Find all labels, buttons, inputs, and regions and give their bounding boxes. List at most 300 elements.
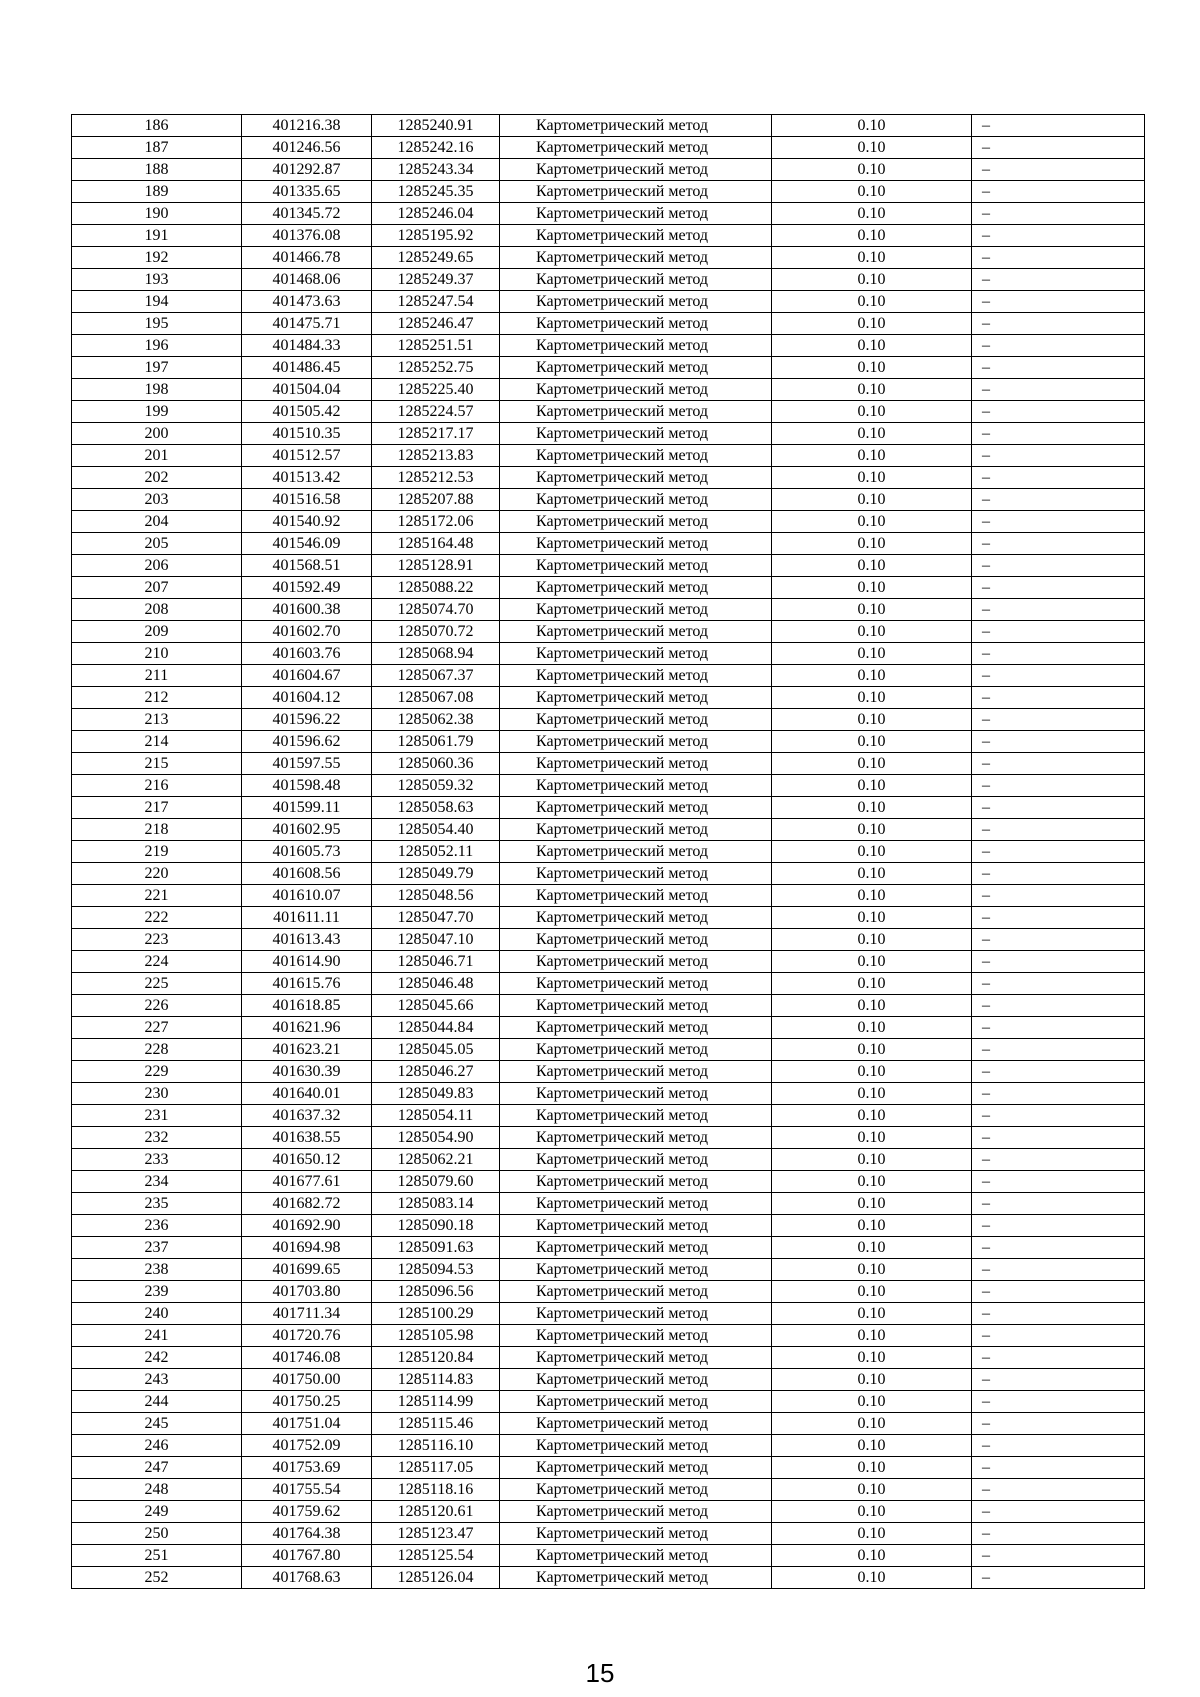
accuracy-cell: 0.10 <box>772 907 972 929</box>
table-row <box>72 467 1145 489</box>
x-coordinate-cell: 401604.67 <box>242 665 372 687</box>
x-coordinate-cell: 401596.22 <box>242 709 372 731</box>
y-coordinate-cell: 1285061.79 <box>372 731 500 753</box>
method-cell: Картометрический метод <box>500 995 772 1017</box>
y-coordinate-cell: 1285058.63 <box>372 797 500 819</box>
point-number-cell: 243 <box>72 1369 242 1391</box>
accuracy-cell: 0.10 <box>772 423 972 445</box>
point-number-cell: 252 <box>72 1567 242 1589</box>
table-row <box>72 643 1145 665</box>
x-coordinate-cell: 401753.69 <box>242 1457 372 1479</box>
accuracy-cell: 0.10 <box>772 577 972 599</box>
y-coordinate-cell: 1285048.56 <box>372 885 500 907</box>
note-cell: – <box>972 1083 1145 1105</box>
point-number-cell: 241 <box>72 1325 242 1347</box>
note-cell: – <box>972 1237 1145 1259</box>
note-cell: – <box>972 1193 1145 1215</box>
accuracy-cell: 0.10 <box>772 335 972 357</box>
note-cell: – <box>972 709 1145 731</box>
y-coordinate-cell: 1285240.91 <box>372 115 500 137</box>
accuracy-cell: 0.10 <box>772 1413 972 1435</box>
method-cell: Картометрический метод <box>500 423 772 445</box>
y-coordinate-cell: 1285212.53 <box>372 467 500 489</box>
y-coordinate-cell: 1285116.10 <box>372 1435 500 1457</box>
note-cell: – <box>972 687 1145 709</box>
method-cell: Картометрический метод <box>500 1413 772 1435</box>
x-coordinate-cell: 401246.56 <box>242 137 372 159</box>
accuracy-cell: 0.10 <box>772 1083 972 1105</box>
x-coordinate-cell: 401618.85 <box>242 995 372 1017</box>
y-coordinate-cell: 1285123.47 <box>372 1523 500 1545</box>
note-cell: – <box>972 907 1145 929</box>
x-coordinate-cell: 401650.12 <box>242 1149 372 1171</box>
accuracy-cell: 0.10 <box>772 885 972 907</box>
x-coordinate-cell: 401516.58 <box>242 489 372 511</box>
y-coordinate-cell: 1285067.37 <box>372 665 500 687</box>
x-coordinate-cell: 401484.33 <box>242 335 372 357</box>
table-row <box>72 1215 1145 1237</box>
y-coordinate-cell: 1285252.75 <box>372 357 500 379</box>
table-row <box>72 753 1145 775</box>
y-coordinate-cell: 1285125.54 <box>372 1545 500 1567</box>
note-cell: – <box>972 445 1145 467</box>
method-cell: Картометрический метод <box>500 115 772 137</box>
note-cell: – <box>972 555 1145 577</box>
note-cell: – <box>972 1391 1145 1413</box>
accuracy-cell: 0.10 <box>772 1523 972 1545</box>
accuracy-cell: 0.10 <box>772 841 972 863</box>
accuracy-cell: 0.10 <box>772 137 972 159</box>
accuracy-cell: 0.10 <box>772 863 972 885</box>
note-cell: – <box>972 797 1145 819</box>
method-cell: Картометрический метод <box>500 1523 772 1545</box>
method-cell: Картометрический метод <box>500 577 772 599</box>
table-row <box>72 1347 1145 1369</box>
note-cell: – <box>972 1149 1145 1171</box>
point-number-cell: 234 <box>72 1171 242 1193</box>
accuracy-cell: 0.10 <box>772 731 972 753</box>
x-coordinate-cell: 401759.62 <box>242 1501 372 1523</box>
y-coordinate-cell: 1285070.72 <box>372 621 500 643</box>
x-coordinate-cell: 401292.87 <box>242 159 372 181</box>
accuracy-cell: 0.10 <box>772 1259 972 1281</box>
point-number-cell: 230 <box>72 1083 242 1105</box>
note-cell: – <box>972 775 1145 797</box>
accuracy-cell: 0.10 <box>772 1017 972 1039</box>
table-row <box>72 621 1145 643</box>
method-cell: Картометрический метод <box>500 1501 772 1523</box>
accuracy-cell: 0.10 <box>772 1039 972 1061</box>
method-cell: Картометрический метод <box>500 599 772 621</box>
method-cell: Картометрический метод <box>500 1479 772 1501</box>
table-row <box>72 951 1145 973</box>
x-coordinate-cell: 401546.09 <box>242 533 372 555</box>
accuracy-cell: 0.10 <box>772 445 972 467</box>
note-cell: – <box>972 621 1145 643</box>
note-cell: – <box>972 577 1145 599</box>
method-cell: Картометрический метод <box>500 1061 772 1083</box>
point-number-cell: 247 <box>72 1457 242 1479</box>
table-row <box>72 445 1145 467</box>
method-cell: Картометрический метод <box>500 1127 772 1149</box>
method-cell: Картометрический метод <box>500 225 772 247</box>
method-cell: Картометрический метод <box>500 907 772 929</box>
accuracy-cell: 0.10 <box>772 709 972 731</box>
x-coordinate-cell: 401597.55 <box>242 753 372 775</box>
note-cell: – <box>972 1369 1145 1391</box>
x-coordinate-cell: 401711.34 <box>242 1303 372 1325</box>
note-cell: – <box>972 1457 1145 1479</box>
point-number-cell: 244 <box>72 1391 242 1413</box>
x-coordinate-cell: 401376.08 <box>242 225 372 247</box>
point-number-cell: 218 <box>72 819 242 841</box>
table-row <box>72 269 1145 291</box>
accuracy-cell: 0.10 <box>772 1391 972 1413</box>
table-row <box>72 1193 1145 1215</box>
note-cell: – <box>972 1567 1145 1589</box>
note-cell: – <box>972 1413 1145 1435</box>
method-cell: Картометрический метод <box>500 951 772 973</box>
table-row <box>72 863 1145 885</box>
accuracy-cell: 0.10 <box>772 1193 972 1215</box>
note-cell: – <box>972 1347 1145 1369</box>
y-coordinate-cell: 1285172.06 <box>372 511 500 533</box>
note-cell: – <box>972 1523 1145 1545</box>
point-number-cell: 250 <box>72 1523 242 1545</box>
x-coordinate-cell: 401598.48 <box>242 775 372 797</box>
point-number-cell: 236 <box>72 1215 242 1237</box>
point-number-cell: 207 <box>72 577 242 599</box>
method-cell: Картометрический метод <box>500 1149 772 1171</box>
point-number-cell: 227 <box>72 1017 242 1039</box>
method-cell: Картометрический метод <box>500 137 772 159</box>
x-coordinate-cell: 401752.09 <box>242 1435 372 1457</box>
point-number-cell: 203 <box>72 489 242 511</box>
accuracy-cell: 0.10 <box>772 665 972 687</box>
y-coordinate-cell: 1285164.48 <box>372 533 500 555</box>
point-number-cell: 209 <box>72 621 242 643</box>
accuracy-cell: 0.10 <box>772 1127 972 1149</box>
accuracy-cell: 0.10 <box>772 313 972 335</box>
note-cell: – <box>972 1435 1145 1457</box>
point-number-cell: 231 <box>72 1105 242 1127</box>
y-coordinate-cell: 1285054.40 <box>372 819 500 841</box>
point-number-cell: 238 <box>72 1259 242 1281</box>
method-cell: Картометрический метод <box>500 1435 772 1457</box>
note-cell: – <box>972 819 1145 841</box>
x-coordinate-cell: 401345.72 <box>242 203 372 225</box>
point-number-cell: 225 <box>72 973 242 995</box>
y-coordinate-cell: 1285207.88 <box>372 489 500 511</box>
x-coordinate-cell: 401694.98 <box>242 1237 372 1259</box>
x-coordinate-cell: 401699.65 <box>242 1259 372 1281</box>
note-cell: – <box>972 291 1145 313</box>
method-cell: Картометрический метод <box>500 533 772 555</box>
x-coordinate-cell: 401677.61 <box>242 1171 372 1193</box>
point-number-cell: 216 <box>72 775 242 797</box>
table-row <box>72 709 1145 731</box>
note-cell: – <box>972 753 1145 775</box>
table-row <box>72 1281 1145 1303</box>
note-cell: – <box>972 1303 1145 1325</box>
point-number-cell: 228 <box>72 1039 242 1061</box>
x-coordinate-cell: 401608.56 <box>242 863 372 885</box>
accuracy-cell: 0.10 <box>772 1215 972 1237</box>
x-coordinate-cell: 401630.39 <box>242 1061 372 1083</box>
accuracy-cell: 0.10 <box>772 1501 972 1523</box>
note-cell: – <box>972 1171 1145 1193</box>
table-row <box>72 511 1145 533</box>
y-coordinate-cell: 1285249.37 <box>372 269 500 291</box>
x-coordinate-cell: 401505.42 <box>242 401 372 423</box>
table-row <box>72 159 1145 181</box>
table-row <box>72 115 1145 137</box>
method-cell: Картометрический метод <box>500 1391 772 1413</box>
accuracy-cell: 0.10 <box>772 247 972 269</box>
table-row <box>72 973 1145 995</box>
y-coordinate-cell: 1285054.90 <box>372 1127 500 1149</box>
note-cell: – <box>972 863 1145 885</box>
table-row <box>72 841 1145 863</box>
x-coordinate-cell: 401637.32 <box>242 1105 372 1127</box>
note-cell: – <box>972 731 1145 753</box>
y-coordinate-cell: 1285105.98 <box>372 1325 500 1347</box>
note-cell: – <box>972 1039 1145 1061</box>
note-cell: – <box>972 643 1145 665</box>
y-coordinate-cell: 1285096.56 <box>372 1281 500 1303</box>
method-cell: Картометрический метод <box>500 313 772 335</box>
accuracy-cell: 0.10 <box>772 489 972 511</box>
y-coordinate-cell: 1285195.92 <box>372 225 500 247</box>
point-number-cell: 217 <box>72 797 242 819</box>
note-cell: – <box>972 1259 1145 1281</box>
note-cell: – <box>972 511 1145 533</box>
x-coordinate-cell: 401611.11 <box>242 907 372 929</box>
table-row <box>72 1523 1145 1545</box>
coordinates-table-body <box>72 115 1145 1589</box>
method-cell: Картометрический метод <box>500 1303 772 1325</box>
table-row <box>72 1479 1145 1501</box>
method-cell: Картометрический метод <box>500 1215 772 1237</box>
accuracy-cell: 0.10 <box>772 203 972 225</box>
table-row <box>72 379 1145 401</box>
point-number-cell: 214 <box>72 731 242 753</box>
table-row <box>72 225 1145 247</box>
accuracy-cell: 0.10 <box>772 643 972 665</box>
method-cell: Картометрический метод <box>500 1083 772 1105</box>
table-row <box>72 1501 1145 1523</box>
method-cell: Картометрический метод <box>500 1105 772 1127</box>
point-number-cell: 197 <box>72 357 242 379</box>
point-number-cell: 201 <box>72 445 242 467</box>
point-number-cell: 196 <box>72 335 242 357</box>
x-coordinate-cell: 401605.73 <box>242 841 372 863</box>
note-cell: – <box>972 1105 1145 1127</box>
method-cell: Картометрический метод <box>500 1281 772 1303</box>
point-number-cell: 187 <box>72 137 242 159</box>
accuracy-cell: 0.10 <box>772 753 972 775</box>
y-coordinate-cell: 1285047.70 <box>372 907 500 929</box>
accuracy-cell: 0.10 <box>772 511 972 533</box>
x-coordinate-cell: 401767.80 <box>242 1545 372 1567</box>
x-coordinate-cell: 401692.90 <box>242 1215 372 1237</box>
x-coordinate-cell: 401468.06 <box>242 269 372 291</box>
note-cell: – <box>972 313 1145 335</box>
x-coordinate-cell: 401638.55 <box>242 1127 372 1149</box>
y-coordinate-cell: 1285225.40 <box>372 379 500 401</box>
point-number-cell: 251 <box>72 1545 242 1567</box>
y-coordinate-cell: 1285062.38 <box>372 709 500 731</box>
method-cell: Картометрический метод <box>500 489 772 511</box>
x-coordinate-cell: 401602.70 <box>242 621 372 643</box>
y-coordinate-cell: 1285120.84 <box>372 1347 500 1369</box>
method-cell: Картометрический метод <box>500 665 772 687</box>
y-coordinate-cell: 1285217.17 <box>372 423 500 445</box>
y-coordinate-cell: 1285054.11 <box>372 1105 500 1127</box>
table-row <box>72 489 1145 511</box>
point-number-cell: 242 <box>72 1347 242 1369</box>
point-number-cell: 189 <box>72 181 242 203</box>
point-number-cell: 194 <box>72 291 242 313</box>
table-row <box>72 1457 1145 1479</box>
method-cell: Картометрический метод <box>500 687 772 709</box>
method-cell: Картометрический метод <box>500 445 772 467</box>
method-cell: Картометрический метод <box>500 269 772 291</box>
table-row <box>72 313 1145 335</box>
point-number-cell: 248 <box>72 1479 242 1501</box>
point-number-cell: 229 <box>72 1061 242 1083</box>
method-cell: Картометрический метод <box>500 643 772 665</box>
table-row <box>72 1127 1145 1149</box>
note-cell: – <box>972 533 1145 555</box>
accuracy-cell: 0.10 <box>772 951 972 973</box>
x-coordinate-cell: 401599.11 <box>242 797 372 819</box>
accuracy-cell: 0.10 <box>772 929 972 951</box>
note-cell: – <box>972 379 1145 401</box>
method-cell: Картометрический метод <box>500 379 772 401</box>
method-cell: Картометрический метод <box>500 1347 772 1369</box>
accuracy-cell: 0.10 <box>772 687 972 709</box>
y-coordinate-cell: 1285117.05 <box>372 1457 500 1479</box>
note-cell: – <box>972 665 1145 687</box>
point-number-cell: 195 <box>72 313 242 335</box>
x-coordinate-cell: 401602.95 <box>242 819 372 841</box>
accuracy-cell: 0.10 <box>772 401 972 423</box>
point-number-cell: 202 <box>72 467 242 489</box>
method-cell: Картометрический метод <box>500 973 772 995</box>
point-number-cell: 239 <box>72 1281 242 1303</box>
table-row <box>72 1017 1145 1039</box>
point-number-cell: 240 <box>72 1303 242 1325</box>
y-coordinate-cell: 1285114.99 <box>372 1391 500 1413</box>
x-coordinate-cell: 401750.00 <box>242 1369 372 1391</box>
table-row <box>72 181 1145 203</box>
coordinates-table <box>71 114 1145 1589</box>
y-coordinate-cell: 1285059.32 <box>372 775 500 797</box>
y-coordinate-cell: 1285046.71 <box>372 951 500 973</box>
note-cell: – <box>972 1215 1145 1237</box>
x-coordinate-cell: 401755.54 <box>242 1479 372 1501</box>
y-coordinate-cell: 1285246.47 <box>372 313 500 335</box>
y-coordinate-cell: 1285242.16 <box>372 137 500 159</box>
method-cell: Картометрический метод <box>500 401 772 423</box>
table-row <box>72 1083 1145 1105</box>
table-row <box>72 775 1145 797</box>
table-row <box>72 1105 1145 1127</box>
point-number-cell: 246 <box>72 1435 242 1457</box>
table-row <box>72 1171 1145 1193</box>
y-coordinate-cell: 1285224.57 <box>372 401 500 423</box>
y-coordinate-cell: 1285091.63 <box>372 1237 500 1259</box>
point-number-cell: 198 <box>72 379 242 401</box>
x-coordinate-cell: 401466.78 <box>242 247 372 269</box>
method-cell: Картометрический метод <box>500 159 772 181</box>
method-cell: Картометрический метод <box>500 753 772 775</box>
method-cell: Картометрический метод <box>500 555 772 577</box>
y-coordinate-cell: 1285249.65 <box>372 247 500 269</box>
point-number-cell: 233 <box>72 1149 242 1171</box>
note-cell: – <box>972 1281 1145 1303</box>
method-cell: Картометрический метод <box>500 1193 772 1215</box>
method-cell: Картометрический метод <box>500 775 772 797</box>
note-cell: – <box>972 1017 1145 1039</box>
y-coordinate-cell: 1285046.27 <box>372 1061 500 1083</box>
y-coordinate-cell: 1285114.83 <box>372 1369 500 1391</box>
table-row <box>72 665 1145 687</box>
y-coordinate-cell: 1285045.05 <box>372 1039 500 1061</box>
point-number-cell: 249 <box>72 1501 242 1523</box>
y-coordinate-cell: 1285090.18 <box>372 1215 500 1237</box>
accuracy-cell: 0.10 <box>772 115 972 137</box>
table-row <box>72 291 1145 313</box>
x-coordinate-cell: 401614.90 <box>242 951 372 973</box>
x-coordinate-cell: 401750.25 <box>242 1391 372 1413</box>
y-coordinate-cell: 1285052.11 <box>372 841 500 863</box>
table-row <box>72 1545 1145 1567</box>
x-coordinate-cell: 401615.76 <box>242 973 372 995</box>
method-cell: Картометрический метод <box>500 731 772 753</box>
accuracy-cell: 0.10 <box>772 1347 972 1369</box>
method-cell: Картометрический метод <box>500 1017 772 1039</box>
method-cell: Картометрический метод <box>500 1369 772 1391</box>
method-cell: Картометрический метод <box>500 357 772 379</box>
accuracy-cell: 0.10 <box>772 159 972 181</box>
accuracy-cell: 0.10 <box>772 599 972 621</box>
y-coordinate-cell: 1285118.16 <box>372 1479 500 1501</box>
table-row <box>72 1237 1145 1259</box>
table-row <box>72 1413 1145 1435</box>
x-coordinate-cell: 401682.72 <box>242 1193 372 1215</box>
accuracy-cell: 0.10 <box>772 533 972 555</box>
method-cell: Картометрический метод <box>500 247 772 269</box>
y-coordinate-cell: 1285094.53 <box>372 1259 500 1281</box>
table-row <box>72 1039 1145 1061</box>
method-cell: Картометрический метод <box>500 1567 772 1589</box>
table-row <box>72 247 1145 269</box>
method-cell: Картометрический метод <box>500 203 772 225</box>
point-number-cell: 224 <box>72 951 242 973</box>
accuracy-cell: 0.10 <box>772 797 972 819</box>
x-coordinate-cell: 401486.45 <box>242 357 372 379</box>
point-number-cell: 232 <box>72 1127 242 1149</box>
table-row <box>72 1259 1145 1281</box>
method-cell: Картометрический метод <box>500 1171 772 1193</box>
accuracy-cell: 0.10 <box>772 1435 972 1457</box>
method-cell: Картометрический метод <box>500 1237 772 1259</box>
note-cell: – <box>972 951 1145 973</box>
table-row <box>72 797 1145 819</box>
method-cell: Картометрический метод <box>500 1259 772 1281</box>
